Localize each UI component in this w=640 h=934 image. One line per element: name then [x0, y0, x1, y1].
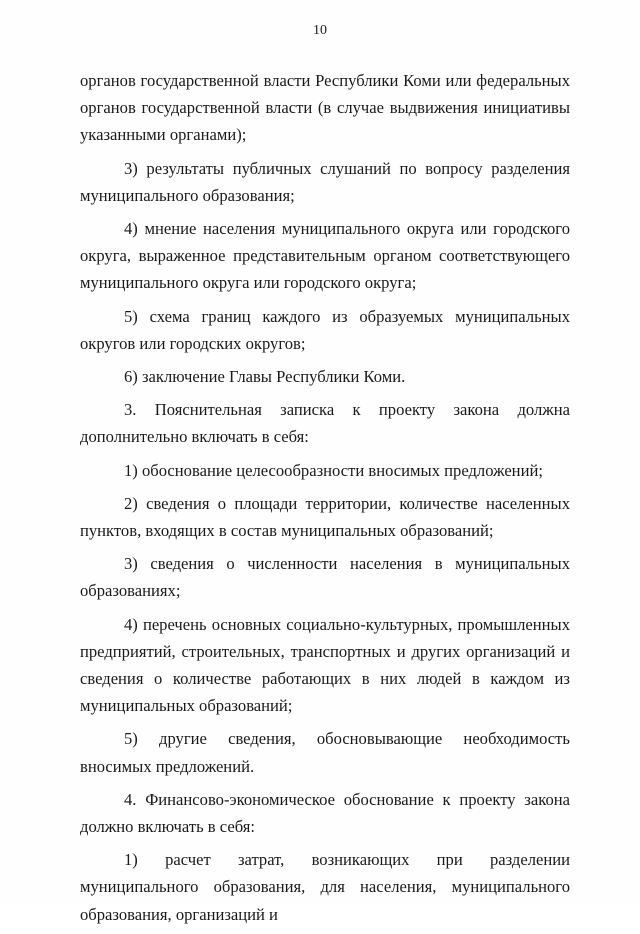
paragraph-s3-item-5: 5) другие сведения, обосновывающие необходимость вносимых предложений. [80, 729, 570, 776]
paragraph-section-3: 3. Пояснительная записка к проекту закона должна дополнительно включать в себя: [80, 400, 570, 447]
paragraph-item-6-conclusion: 6) заключение Главы Республики Коми. [124, 367, 406, 387]
paragraph-section-4: 4. Финансово-экономическое обоснование к проекту закона должно включать в себя: [80, 789, 570, 837]
paragraph-s3-item-1: 1) обоснование целесообразности вносимых предложений; [124, 460, 543, 480]
paragraph-s4-item-1: 1) расчет затрат, возникающих при разделении муниципального образования, для населения, муниципального образования, организаций и [80, 850, 570, 924]
paragraph-item-5-boundaries: 5) схема границ каждого из образуемых муниципальных округов или городских округов; [80, 306, 570, 353]
document-body [80, 67, 570, 934]
paragraph-continuation: органов государственной власти Республики Коми или федеральных органов государственной власти (в случае выдвижения инициативы указанными органами); [80, 71, 570, 145]
paragraph-item-4-opinion: 4) мнение населения муниципального округа или городского округа, выраженное представительным органом соответствующего муниципального округа или городского округа; [80, 219, 570, 293]
paragraph-s3-item-2: 2) сведения о площади территории, количестве населенных пунктов, входящих в состав муниципальных образований; [80, 493, 570, 541]
paragraph-s3-item-3: 3) сведения о численности населения в муниципальных образованиях; [80, 554, 570, 601]
paragraph-item-3-hearings: 3) результаты публичных слушаний по вопросу разделения муниципального образования; [80, 158, 570, 205]
paragraph-s3-item-4: 4) перечень основных социально-культурных, промышленных предприятий, строительных, транспортных и других организаций и сведения о количестве работающих в них людей в каждом из муниципальных образований; [80, 614, 570, 716]
page-number: 10 [313, 23, 327, 38]
